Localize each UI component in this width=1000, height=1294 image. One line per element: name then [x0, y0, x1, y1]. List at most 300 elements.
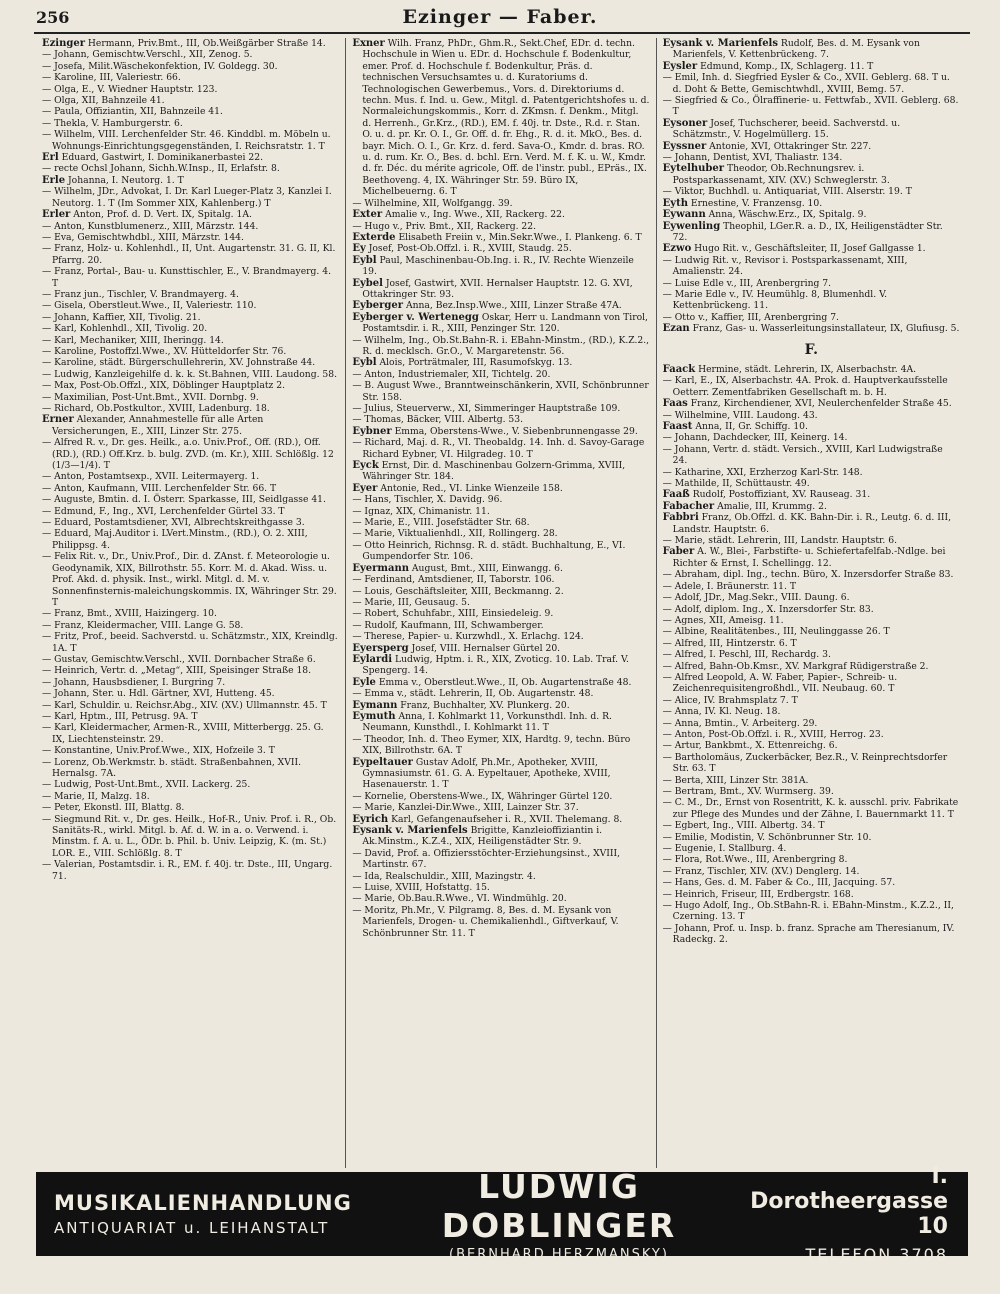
page-number: 256	[36, 8, 70, 27]
directory-entry	[42, 802, 339, 813]
directory-entry	[663, 638, 960, 649]
directory-entry	[352, 586, 649, 597]
directory-entry	[663, 649, 960, 660]
directory-entry	[42, 84, 339, 95]
entry-details: Rudolf, Postoffiziant, XV. Rauseag. 31.	[692, 489, 871, 501]
entry-details: — Alfred, I. Peschl, III, Rechardg. 3.	[662, 649, 831, 661]
directory-entry	[352, 893, 649, 904]
directory-entry	[352, 278, 649, 301]
entry-details: — Olga, XII, Bahnzeile 41.	[42, 95, 165, 107]
directory-entry	[352, 677, 649, 688]
entry-details: — Johann, Kaffier, XII, Tivolig. 21.	[42, 311, 201, 323]
directory-entry	[663, 278, 960, 289]
entry-details: — Emma v., städt. Lehrerin, II, Ob. Augartenstr. 48.	[352, 688, 594, 700]
entry-details: — Wilhelmine, VIII. Laudong. 43.	[662, 409, 818, 421]
directory-entry	[352, 506, 649, 517]
directory-entry	[663, 95, 960, 118]
directory-entry	[663, 141, 960, 152]
entry-details: — Therese, Papier- u. Kurzwhdl., X. Erlachg. 124.	[352, 631, 584, 643]
entry-details: — Konstantine, Univ.Prof.Wwe., XIX, Hofzeile 3. T	[42, 745, 275, 757]
directory-entry	[663, 535, 960, 546]
entry-details: — Franz, Kleidermacher, VIII. Lange G. 58.	[42, 619, 244, 631]
directory-entry	[663, 706, 960, 717]
directory-entry	[352, 232, 649, 243]
entry-details: — Thekla, V. Hamburgerstr. 6.	[42, 117, 183, 129]
directory-entry	[352, 369, 649, 380]
directory-entry	[352, 437, 649, 460]
entry-details: Hugo Rit. v., Geschäftsleiter, II, Josef Gallgasse 1.	[694, 243, 926, 255]
entry-details: — Valerian, Postamtsdir. i. R., EM. f. 40j. tr. Dste., III, Ungarg. 71.	[42, 859, 333, 882]
entry-details: — Ludwig, Kanzleigehilfe d. k. k. St.Bahnen, VIII. Laudong. 58.	[42, 368, 338, 380]
entry-details: — Johann, Gemischtw.Verschl., XII, Zenog. 5.	[42, 49, 253, 61]
ad-left-block	[36, 1191, 384, 1237]
entry-details: Wilh. Franz, PhDr., Ghm.R., Sekt.Chef, EDr. d. techn. Hochschule in Wien u. EDr. d. Hochschule f. Bodenkultur, emer. Prof. d. Hochschule f. Bodenkultur, Präs. d. technischen Versuchsamtes u. d. Kuratoriums d. Technologischen Gewerbemus., Vors. d. Direktoriums d. techn. Mus. f. Ind. u. Gew., Mitgl. d. Patentgerichtshofes u. d. Normaleichungskommis., Korr. d. ZKmsn. f. Denkm., Mitgl. d. Herrenh., Gr.Krz., (RD.), EM. f. 40j. tr. Dste., R.d. r. Stan. O. u. d. pr. Kr. O. I., Gr. Off. d. fr. Ehg., R. d. it. MkO., Bes. d. bayr. Mich. O. I., Gr. Krz. d. ferd. Sava-O., Kmdr. d. bras. RO. u. d. rum. Kr. O., Bes. d. bchl. Ern. Verd. M. f. K. u. W., Kmdr. d. fr. Déc. du mérite agricole, Off. de l'instr. publ., EPräs., IX. Beethoveng. 4, IX. Währinger Str. 59. Büro IX, Michelbeuerng. 6. T	[362, 38, 650, 198]
entry-details: — Flora, Rot.Wwe., III, Arenbergring 8.	[662, 854, 848, 866]
directory-entry	[352, 563, 649, 574]
entry-details: Karl, Gefangenaufseher i. R., XVII. Thelemang. 8.	[391, 813, 623, 825]
entry-details: — B. August Wwe., Branntweinschänkerin, XVII, Schönbrunner Str. 158.	[352, 380, 649, 403]
entry-details: — Ludwig, Post-Unt.Bmt., XVII. Lackerg. 25.	[42, 779, 251, 791]
entry-details: — Albine, Realitätenbes., III, Neulinggasse 26. T	[662, 626, 890, 638]
directory-entry	[42, 745, 339, 756]
directory-entry	[663, 61, 960, 72]
entry-details: Rudolf, Bes. d. M. Eysank von Marienfels, V. Kettenbrückeng. 7.	[672, 38, 920, 61]
entry-surname: Exterde	[352, 231, 396, 243]
directory-entry	[42, 163, 339, 174]
directory-entry	[42, 528, 339, 551]
entry-details: — Egbert, Ing., VIII. Albertg. 34. T	[662, 820, 825, 832]
directory-entry	[663, 740, 960, 751]
directory-entry	[352, 608, 649, 619]
directory-entry	[42, 243, 339, 266]
entry-details: — Gisela, Oberstleut.Wwe., II, Valeriestr. 110.	[42, 300, 257, 312]
directory-entry	[42, 791, 339, 802]
entry-details: Oskar, Herr u. Landmann von Tirol, Postamtsdir. i. R., XIII, Penzinger Str. 120.	[362, 311, 648, 335]
entry-details: — David, Prof. a. Offiziersstöchter-Erziehungsinst., XVIII, Martinstr. 67.	[352, 847, 621, 871]
entry-details: Antonie, Red., VI. Linke Wienzeile 158.	[380, 482, 563, 494]
entry-details: Theophil, LGer.R. a. D., IX, Heiligenstädter Str. 72.	[672, 220, 943, 243]
directory-entry	[42, 369, 339, 380]
entry-surname: Fabacher	[662, 500, 715, 512]
entry-details: — Edmund, F., Ing., XVI, Lerchenfelder Gürtel 33. T	[42, 505, 285, 517]
entry-surname: Eyrich	[352, 813, 389, 825]
entry-details: — Hugo v., Priv. Bmt., XII, Rackerg. 22.	[352, 220, 537, 232]
entry-details: — Franz, Holz- u. Kohlenhdl., II, Unt. Augartenstr. 31. G. II, Kl. Pfarrg. 20.	[42, 243, 336, 266]
entry-details: — Ludwig Rit. v., Revisor i. Postsparkassenamt, XIII, Amalienstr. 24.	[662, 254, 908, 278]
directory-entry	[663, 478, 960, 489]
entry-details: Josef, Tuchscherer, beeid. Sachverstd. u. Schätzmstr., V. Hogelmüllerg. 15.	[672, 117, 901, 141]
directory-entry	[42, 266, 339, 289]
entry-surname: Eyersperg	[352, 642, 409, 654]
directory-entry	[663, 364, 960, 375]
directory-entry	[663, 923, 960, 946]
entry-details: — Karl, Kohlenhdl., XII, Tivolig. 20.	[42, 323, 208, 335]
entry-surname: Ey	[352, 243, 366, 255]
directory-entry	[663, 581, 960, 592]
directory-entry	[663, 152, 960, 163]
directory-entry	[42, 106, 339, 117]
directory-entry	[352, 802, 649, 813]
directory-entry	[42, 620, 339, 631]
directory-entry	[663, 501, 960, 512]
directory-entry	[663, 410, 960, 421]
directory-entry	[663, 163, 960, 186]
entry-surname: Eybl	[352, 254, 377, 266]
entry-details: — Franz, Tischler, XIV. (XV.) Denglerg. 14.	[662, 865, 860, 877]
directory-entry	[663, 615, 960, 626]
directory-entry	[352, 540, 649, 563]
entry-details: — Anton, Postamtsexp., XVII. Leitermayerg. 1.	[42, 471, 260, 483]
directory-entry	[663, 209, 960, 220]
entry-details: Anna, II, Gr. Schiffg. 10.	[695, 421, 808, 432]
directory-entry	[352, 574, 649, 585]
directory-entry	[42, 700, 339, 711]
entry-details: Anna, Bez.Insp.Wwe., XIII, Linzer Straße 47A.	[405, 300, 622, 312]
entry-details: — Theodor, Inh. d. Theo Eymer, XIX, Hardtg. 9, techn. Büro XIX, Billrothstr. 6A. T	[352, 733, 631, 757]
entry-details: — Louis, Geschäftsleiter, XIII, Beckmanng. 2.	[352, 585, 564, 597]
directory-entry	[663, 877, 960, 888]
ad-center-block	[384, 1167, 734, 1262]
entry-details: Anton, Prof. d. D. Vert. IX, Spitalg. 1A.	[73, 209, 252, 221]
directory-entry	[42, 186, 339, 209]
entry-details: Josef, Gastwirt, XVII. Hernalser Hauptstr. 12. G. XVI, Ottakringer Str. 93.	[362, 277, 633, 300]
directory-entry	[42, 152, 339, 163]
directory-entry	[663, 889, 960, 900]
directory-entry	[663, 489, 960, 500]
directory-entry	[352, 643, 649, 654]
directory-entry	[663, 186, 960, 197]
directory-entry	[663, 289, 960, 312]
entry-details: — Ida, Realschuldir., XIII, Mazingstr. 4.	[352, 870, 536, 882]
entry-details: — Karl, Schuldir. u. Reichsr.Abg., XIV. (XV.) Ullmannstr. 45. T	[42, 699, 327, 711]
entry-details: — Marie, II, Malzg. 18.	[42, 790, 150, 802]
directory-entry	[352, 221, 649, 232]
entry-details: Theodor, Ob.Rechnungsrev. i. Postsparkassenamt, XIV. (XV.) Schweglerstr. 3.	[672, 163, 890, 186]
directory-entry	[663, 820, 960, 831]
directory-entry	[42, 779, 339, 790]
entry-details: — recte Ochsl Johann, Sichh.W.Insp., II, Erlafstr. 8.	[42, 163, 280, 175]
directory-entry	[352, 791, 649, 802]
directory-entry	[42, 471, 339, 482]
entry-details: — Johann, Prof. u. Insp. b. franz. Sprache am Theresianum, IV. Radeckg. 2.	[662, 922, 955, 946]
entry-details: — Marie Edle v., IV. Heumühlg. 8, Blumenhdl. V. Kettenbrückeng. 11.	[662, 288, 888, 312]
directory-entry	[663, 661, 960, 672]
directory-entry	[42, 95, 339, 106]
entry-details: — Johann, Ster. u. Hdl. Gärtner, XVI, Hutteng. 45.	[42, 688, 275, 700]
entry-surname: Exter	[352, 209, 383, 221]
directory-entry	[42, 551, 339, 608]
entry-details: — Wilhelm, VIII. Lerchenfelder Str. 46. Kinddbl. m. Möbeln u. Wohnungs-Einrichtungsgegenständen, I. Reichsratstr. 1. T	[42, 129, 331, 152]
directory-entry	[42, 722, 339, 745]
entry-details: Elisabeth Freiin v., Min.Sekr.Wwe., I. Plankeng. 6. T	[398, 231, 642, 243]
directory-entry	[42, 517, 339, 528]
entry-details: — Siegmund Rit. v., Dr. ges. Heilk., Hof-R., Univ. Prof. i. R., Ob. Sanitäts-R., wirkl. Mitgl. b. Af. d. W. in a. o. Verwend. i. Minstm. f. A. u. L., ÖDr. b. Phil. b. Univ. Leipzig, K. (m. St.) LOR. E., VIII. Schlößlg. 8. T	[42, 813, 337, 859]
directory-entry	[663, 832, 960, 843]
entry-details: — Maximilian, Post-Unt.Bmt., XVII. Dornbg. 9.	[42, 391, 259, 403]
entry-details: Eduard, Gastwirt, I. Dominikanerbastei 22.	[61, 152, 264, 164]
entry-details: — Felix Rit. v., Dr., Univ.Prof., Dir. d. ZAnst. f. Meteorologie u. Geodynamik, XIX, Billrothstr. 55. Korr. M. d. Akad. Wiss. u. Prof. Akd. d. physik. Inst., wirkl. Mitgl. d. M. v. Sonnenfinsternis-maleichungskommis. IX, Währinger Str. 29. T	[42, 551, 337, 608]
entry-details: Hermine, städt. Lehrerin, IX, Alserbachstr. 4A.	[698, 363, 917, 375]
entry-details: Franz, Ob.Offzl. d. KK. Bahn-Dir. i. R., Leutg. 6. d. III, Landstr. Hauptstr. 6.	[672, 512, 952, 535]
header-rule	[34, 32, 970, 34]
ad-telephone: TELEFON 3708	[805, 1245, 948, 1264]
entry-details: — Luise Edle v., III, Arenbergring 7.	[662, 277, 832, 289]
directory-entry	[352, 494, 649, 505]
directory-entry	[352, 871, 649, 882]
entry-details: Alexander, Annahmestelle für alle Arten Versicherungen, E., XIII, Linzer Str. 275.	[52, 414, 264, 437]
entry-details: — Johann, Dachdecker, III, Keinerg. 14.	[662, 432, 848, 444]
entry-surname: Eyssner	[662, 140, 707, 152]
section-heading: F.	[804, 341, 819, 358]
entry-details: — Siegfried & Co., Ölraffinerie- u. Fettwfab., XVII. Geblerg. 68. T	[662, 95, 959, 118]
entry-details: — Marie, Kanzlei-Dir.Wwe., XIII, Lainzer Str. 37.	[352, 802, 579, 814]
directory-entry	[42, 357, 339, 368]
directory-entry	[352, 243, 649, 254]
entry-details: — Mathilde, II, Schüttaustr. 49.	[662, 478, 810, 490]
directory-entry	[42, 494, 339, 505]
directory-entry	[42, 757, 339, 780]
entry-details: — Anton, Post-Ob.Offzl. i. R., XVIII, Herrog. 23.	[662, 728, 884, 740]
entry-details: — Karl, Mechaniker, XIII, Iheringg. 14.	[42, 334, 224, 346]
entry-surname: Faaß	[662, 489, 690, 501]
entry-details: — Richard, Maj. d. R., VI. Theobaldg. 14. Inh. d. Savoy-Garage Richard Eybner, VI. Hilgradeg. 10. T	[352, 437, 645, 460]
directory-columns	[36, 38, 966, 1168]
entry-details: — Alfred R. v., Dr. ges. Heilk., a.o. Univ.Prof., Off. (RD.), Off. (RD.), (RD.) Off.Krz. b. bulg. ZVD. (m. Kr.), XIII. Schlößlg. 12 (1/3—1/4). T	[42, 437, 334, 472]
directory-entry	[42, 859, 339, 882]
directory-entry	[352, 426, 649, 437]
ad-shop-services: ANTIQUARIAT u. LEIHANSTALT	[54, 1219, 330, 1237]
entry-details: — Alfred Leopold, A. W. Faber, Papier-, Schreib- u. Zeichenrequisitengroßhdl., VII. Neubaug. 60. T	[662, 671, 898, 695]
entry-details: — Josefa, Milit.Wäschekonfektion, IV. Goldegg. 30.	[42, 60, 278, 72]
directory-entry	[352, 631, 649, 642]
entry-details: — Adolf, JDr., Mag.Sekr., VIII. Daung. 6.	[662, 592, 850, 604]
directory-entry	[663, 786, 960, 797]
entry-details: — Max, Post-Ob.Offzl., XIX, Döblinger Hauptplatz 2.	[42, 380, 286, 392]
directory-entry	[663, 38, 960, 61]
entry-details: — Anna, IV. Kl. Neug. 18.	[662, 706, 781, 718]
directory-entry	[663, 672, 960, 695]
directory-entry	[352, 460, 649, 483]
directory-entry	[352, 814, 649, 825]
entry-surname: Faas	[662, 398, 688, 410]
directory-entry	[42, 654, 339, 665]
entry-details: — Karoline, III, Valeriestr. 66.	[42, 72, 181, 84]
directory-entry	[663, 604, 960, 615]
directory-entry	[42, 403, 339, 414]
entry-surname: Eywann	[662, 209, 706, 221]
entry-details: — Wilhelm, Ing., Ob.St.Bahn-R. i. EBahn-Minstm., (RD.), K.Z.2., R. d. mecklsch. Gr.O., V. Margaretenstr. 56.	[352, 334, 650, 357]
entry-surname: Eysank v. Marienfels	[662, 38, 778, 49]
entry-details: — Moritz, Ph.Mr., V. Pilgramg. 8, Bes. d. M. Eysank von Marienfels, Drogen- u. Chemikalienhdl., Giftverkauf, V. Schönbrunner Str. 11. T	[352, 904, 619, 939]
entry-surname: Eylardi	[352, 653, 393, 665]
entry-surname: Eybner	[352, 425, 392, 437]
entry-details: — Karl, E., IX, Alserbachstr. 4A. Prok. d. Hauptverkaufsstelle Oetterr. Zementfabriken Gesellschaft m. b. H.	[662, 375, 948, 398]
entry-details: Anna, Wäschw.Erz., IX, Spitalg. 9.	[708, 209, 867, 221]
entry-details: — Marie, III, Geusaug. 5.	[352, 596, 470, 608]
entry-details: — Gustav, Gemischtw.Verschl., XVII. Dornbacher Straße 6.	[42, 653, 316, 665]
directory-entry	[42, 335, 339, 346]
directory-entry	[663, 843, 960, 854]
directory-entry	[663, 375, 960, 398]
entry-surname: Eyberger v. Wertenegg	[352, 311, 479, 323]
directory-entry	[663, 512, 960, 535]
directory-entry	[352, 757, 649, 791]
entry-surname: Fabbri	[662, 512, 699, 524]
entry-details: — Anton, Kunstblumenerz., XIII, Märzstr. 144.	[42, 220, 259, 232]
entry-details: — Thomas, Bäcker, VIII. Albertg. 53.	[352, 414, 524, 426]
entry-details: — Marie, städt. Lehrerin, III, Landstr. Hauptstr. 6.	[662, 535, 898, 547]
directory-entry	[663, 444, 960, 467]
entry-surname: Eyberger	[352, 300, 404, 312]
entry-details: — Marie, E., VIII. Josefstädter Str. 68.	[352, 517, 530, 529]
directory-entry	[42, 688, 339, 699]
directory-entry	[352, 403, 649, 414]
directory-entry	[663, 198, 960, 209]
entry-surname: Eymann	[352, 699, 398, 711]
directory-entry	[42, 175, 339, 186]
directory-entry	[42, 483, 339, 494]
entry-details: — Ignaz, XIX, Chimanistr. 11.	[352, 505, 490, 517]
directory-entry	[42, 392, 339, 403]
entry-surname: Eysler	[662, 60, 698, 72]
entry-details: — Lorenz, Ob.Werkmstr. b. städt. Straßenbahnen, XVII. Hernalsg. 7A.	[42, 756, 302, 779]
directory-entry	[663, 72, 960, 95]
directory-entry	[663, 323, 960, 334]
ad-shop-type: MUSIKALIENHANDLUNG	[54, 1191, 352, 1215]
directory-entry	[352, 905, 649, 939]
entry-details: — Anton, Kaufmann, VIII. Lerchenfelder Str. 66. T	[42, 482, 277, 494]
ad-company-name: LUDWIG DOBLINGER	[441, 1166, 677, 1245]
entry-details: — Katharine, XXI, Erzherzog Karl-Str. 148.	[662, 466, 863, 478]
column-1	[36, 38, 345, 1168]
entry-details: — C. M., Dr., Ernst von Rosentritt, K. k. ausschl. priv. Fabrikate zur Pflege des Mundes und der Zähne, I. Bauernmarkt 11. T	[662, 797, 959, 820]
directory-entry	[663, 312, 960, 323]
directory-entry	[663, 421, 960, 432]
entry-details: — Artur, Bankbmt., X. Ettenreichg. 6.	[662, 740, 838, 752]
entry-surname: Ezan	[662, 323, 690, 335]
entry-details: Ernestine, V. Franzensg. 10.	[690, 197, 823, 209]
directory-entry	[352, 300, 649, 311]
directory-entry	[42, 72, 339, 83]
ad-address: I. Dorotheergasse 10	[750, 1164, 948, 1239]
directory-entry	[42, 631, 339, 654]
entry-details: Paul, Maschinenbau-Ob.Ing. i. R., IV. Rechte Wienzeile 19.	[362, 254, 634, 278]
entry-details: — Fritz, Prof., beeid. Sachverstd. u. Schätzmstr., XIX, Kreindlg. 1A. T	[42, 631, 338, 654]
directory-entry	[663, 467, 960, 478]
directory-entry	[42, 608, 339, 619]
entry-details: Edmund, Komp., IX, Schlagerg. 11. T	[700, 60, 874, 72]
entry-details: — Karoline, Postoffzl.Wwe., XV. Hütteldorfer Str. 76.	[42, 345, 287, 357]
entry-details: — Hans, Tischler, X. Davidg. 96.	[352, 494, 503, 506]
directory-entry	[352, 414, 649, 425]
directory-entry	[352, 255, 649, 278]
directory-entry	[663, 592, 960, 603]
entry-surname: Eybel	[352, 277, 383, 289]
directory-entry	[42, 437, 339, 471]
directory-entry	[352, 654, 649, 677]
entry-details: — Richard, Ob.Postkultor., XVIII, Ladenburg. 18.	[42, 403, 270, 414]
directory-entry	[352, 357, 649, 368]
entry-surname: Eybl	[352, 357, 377, 369]
directory-entry	[42, 221, 339, 232]
directory-entry	[663, 729, 960, 740]
directory-entry	[663, 118, 960, 141]
entry-details: — Franz, Bmt., XVIII, Haizingerg. 10.	[42, 608, 217, 620]
directory-entry	[352, 38, 649, 198]
entry-details: Antonie, XVI, Ottakringer Str. 227.	[709, 140, 872, 152]
entry-details: — Eugenie, I. Stallburg. 4.	[662, 843, 787, 855]
directory-entry	[352, 882, 649, 893]
entry-details: — Karl, Hptm., III, Petrusg. 9A. T	[42, 710, 198, 722]
entry-details: Josef, VIII. Hernalser Gürtel 20.	[411, 642, 561, 654]
entry-details: Gustav Adolf, Ph.Mr., Apotheker, XVIII, Gymnasiumstr. 61. G. A. Eypeltauer, Apotheke, XVIII, Hasenauerstr. 1. T	[362, 756, 611, 791]
advertisement-banner	[36, 1164, 968, 1264]
entry-details: A. W., Blei-, Farbstifte- u. Schiefertafelfab.-Ndlge. bei Richter & Ernst, I. Schellingg. 12.	[672, 546, 946, 569]
directory-entry	[42, 118, 339, 129]
directory-entry	[352, 688, 649, 699]
directory-entry	[42, 300, 339, 311]
directory-entry	[663, 546, 960, 569]
entry-details: — Luise, XVIII, Hofstattg. 15.	[352, 882, 490, 894]
directory-entry	[663, 718, 960, 729]
directory-entry	[352, 620, 649, 631]
entry-surname: Eymuth	[352, 710, 396, 722]
entry-details: — Wilhelmine, XII, Wolfgangg. 39.	[352, 197, 513, 209]
directory-entry	[352, 517, 649, 528]
entry-details: — Anna, Bmtin., V. Arbeiterg. 29.	[662, 717, 818, 729]
entry-surname: Ezinger	[42, 38, 85, 49]
entry-details: — Otto Heinrich, Richnsg. R. d. städt. Buchhaltung, E., VI. Gumpendorfer Str. 106.	[352, 539, 626, 563]
directory-entry	[42, 323, 339, 334]
directory-entry	[42, 312, 339, 323]
entry-details: Johanna, I. Neutorg. 1. T	[67, 174, 184, 186]
directory-entry	[42, 232, 339, 243]
entry-details: — Rudolf, Kaufmann, III, Schwamberger.	[352, 619, 544, 631]
directory-entry	[42, 677, 339, 688]
entry-details: — Marie, Ob.Bau.R.Wwe., VI. Windmühlg. 20.	[352, 893, 567, 905]
entry-surname: Eytelhuber	[662, 163, 725, 175]
column-2	[345, 38, 655, 1168]
entry-details: — Otto v., Kaffier, III, Arenbergring 7.	[662, 311, 839, 323]
directory-entry	[663, 797, 960, 820]
entry-surname: Eysank v. Marienfels	[352, 825, 468, 837]
entry-surname: Faack	[662, 363, 696, 375]
entry-details: Ernst, Dir. d. Maschinenbau Golzern-Grimma, XVIII, Währinger Str. 184.	[362, 460, 626, 483]
entry-details: Josef, Post-Ob.Offzl. i. R., XVIII, Staudg. 25.	[368, 243, 572, 255]
directory-entry	[352, 198, 649, 209]
entry-details: Hermann, Priv.Bmt., III, Ob.Weißgärber Straße 14.	[87, 38, 326, 49]
directory-entry	[42, 506, 339, 517]
entry-details: — Eduard, Postamtsdiener, XVI, Albrechtskreithgasse 3.	[42, 517, 305, 529]
entry-details: Amalie v., Ing. Wwe., XII, Rackerg. 22.	[385, 209, 565, 221]
directory-entry	[663, 854, 960, 865]
directory-entry	[352, 380, 649, 403]
entry-details: — Alfred, III, Hintzerstr. 6. T	[662, 637, 797, 649]
directory-entry	[663, 900, 960, 923]
directory-entry	[352, 848, 649, 871]
directory-entry	[663, 866, 960, 877]
directory-entry	[663, 775, 960, 786]
entry-details: Ludwig, Hptm. i. R., XIX, Zvoticg. 10. Lab. Traf. V. Spengerg. 14.	[362, 653, 629, 677]
directory-entry	[663, 243, 960, 254]
entry-details: — Franz, Portal-, Bau- u. Kunsttischler, E., V. Brandmayerg. 4. T	[42, 266, 332, 289]
entry-details: — Heinrich, Friseur, III, Erdbergstr. 168.	[662, 888, 854, 900]
entry-details: — Alfred, Bahn-Ob.Kmsr., XV. Markgraf Rüdigerstraße 2.	[662, 660, 929, 672]
entry-details: Alois, Porträtmaler, III, Rasumofskyg. 13.	[379, 357, 573, 369]
entry-details: Franz, Gas- u. Wasserleitungsinstallateur, IX, Glufiusg. 5.	[692, 323, 960, 335]
entry-surname: Ezwo	[662, 243, 692, 255]
directory-entry	[663, 752, 960, 775]
